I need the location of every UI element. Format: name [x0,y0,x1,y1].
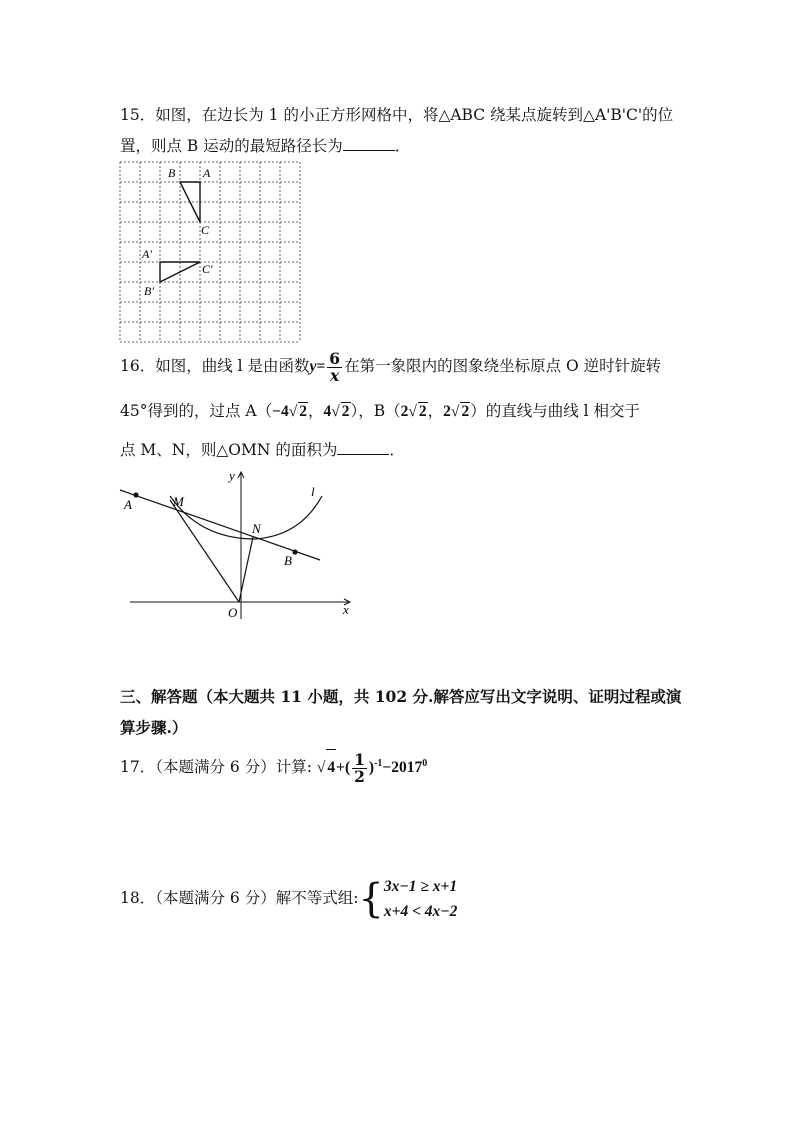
section3-heading-line2: 算步骤.） [120,718,188,737]
q16-line1: 16．如图，曲线 l 是由函数y= $\frac{6}{x}$ 在第一象限内的图象绕坐标原点 O 逆时针旋转 [120,349,662,385]
label-x: x [343,602,349,617]
q16-curve-figure [115,464,365,622]
q15-text-1: 15．如图，在边长为 1 的小正方形网格中，将△ABC 绕某点旋转到△A'B'C'的位 [120,106,674,124]
label-l: l [311,484,315,499]
label-B-prime: B′ [144,284,154,298]
inequality-2: x+4 < 4x−2 [383,903,458,920]
label-B-point: B [284,553,292,568]
label-N: N [252,521,261,536]
system-brace: { [358,876,384,922]
curve-l [170,496,322,539]
answer-blank-16[interactable] [337,453,389,455]
q15-grid-figure [118,160,302,344]
label-C: C [201,223,210,237]
point-A [133,492,138,497]
segment-OM [170,500,239,602]
fraction-one-half: $\frac{1}{2}$ [354,750,365,786]
q15-text-2: 置，则点 B 运动的最短路径长为 [120,137,343,155]
q16-line2: 45°得到的，过点 A（−4√ 2，4√ 2），B（2√ 2，2√ 2）的直线与曲线 l 相交于 [120,402,640,420]
section3-heading-line1: 三、解答题（本大题共 11 小题，共 102 分.解答应写出文字说明、证明过程或演 [120,687,682,706]
label-O: O [228,605,238,620]
inequality-system [384,874,458,924]
point-B [292,549,297,554]
label-y: y [229,468,235,483]
label-C-prime: C′ [202,262,213,276]
label-A-prime: A′ [142,247,152,261]
q15-line2: 置，则点 B 运动的最短路径长为 ． [120,137,411,155]
q15-line1 [120,103,673,125]
label-A-point: A [124,497,132,512]
q18-line: 18．（本题满分 6 分）解不等式组:{3x−1 ≥ x+1 x+4 < 4x−2 [120,876,458,922]
label-A: A [203,166,211,180]
label-B: B [168,166,176,180]
answer-blank-15[interactable] [343,149,395,151]
q17-line: 17．（本题满分 6 分）计算: √ 4+( $\frac{1}{2}$ )$^{-1}-2017^0$ [120,750,428,786]
fraction-6-over-x: $\frac{6}{x}$ [329,349,341,385]
q16-line3: 点 M、N，则△OMN 的面积为 ． [120,441,405,459]
label-M: M [173,494,184,509]
line-AB [120,490,320,560]
inequality-1: 3x−1 ≥ x+1 [383,878,458,895]
